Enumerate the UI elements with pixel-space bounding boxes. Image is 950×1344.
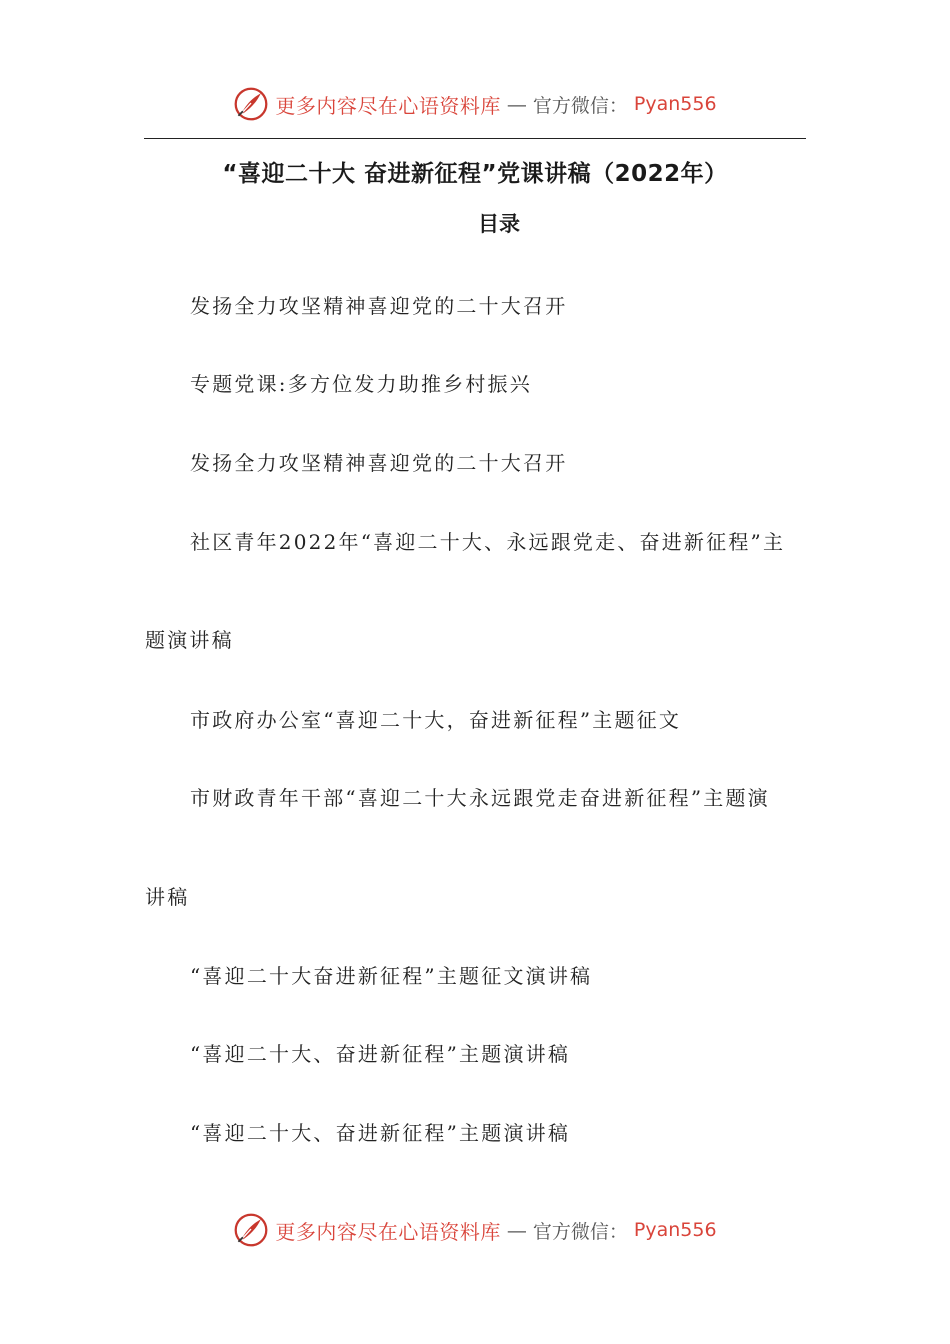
banner-wechat-label: 官方微信： [532, 94, 628, 117]
footer-banner-content [233, 1212, 716, 1248]
toc-item: 发扬全力攻坚精神喜迎党的二十大召开 [190, 451, 568, 475]
banner-wechat-id: Pyan556 [633, 93, 717, 115]
toc-item: 专题党课:多方位发力助推乡村振兴 [190, 372, 532, 396]
footer-banner [0, 1208, 950, 1252]
toc-item: 市政府办公室“喜迎二十大，奋进新征程”主题征文 [190, 708, 682, 732]
banner-wechat-label: 官方微信： [532, 1220, 628, 1243]
banner-wechat-id: Pyan556 [633, 1219, 717, 1241]
toc-item: “喜迎二十大奋进新征程”主题征文演讲稿 [190, 964, 593, 988]
header-banner [0, 82, 950, 126]
toc-item: “喜迎二十大、奋进新征程”主题演讲稿 [190, 1121, 571, 1145]
document-title: “喜迎二十大 奋进新征程”党课讲稿（2022年） [222, 161, 728, 187]
feather-pen-logo-icon [233, 86, 269, 122]
header-divider [144, 138, 806, 139]
banner-dash: — [506, 1218, 527, 1242]
banner-slogan: 更多内容尽在心语资料库 [275, 93, 501, 118]
feather-pen-logo-icon [233, 1212, 269, 1248]
banner-slogan: 更多内容尽在心语资料库 [275, 1219, 501, 1244]
toc-item: 社区青年2022年“喜迎二十大、永远跟党走、奋进新征程”主 [190, 530, 786, 554]
toc-item-continuation: 讲稿 [145, 885, 190, 909]
toc-item-continuation: 题演讲稿 [145, 628, 234, 652]
toc-item: 发扬全力攻坚精神喜迎党的二十大召开 [190, 294, 568, 318]
toc-item: “喜迎二十大、奋进新征程”主题演讲稿 [190, 1042, 571, 1066]
toc-item: 市财政青年干部“喜迎二十大永远跟党走奋进新征程”主题演 [190, 786, 770, 810]
banner-dash: — [506, 92, 527, 116]
header-banner-content [233, 86, 716, 122]
toc-heading: 目录 [478, 212, 520, 236]
